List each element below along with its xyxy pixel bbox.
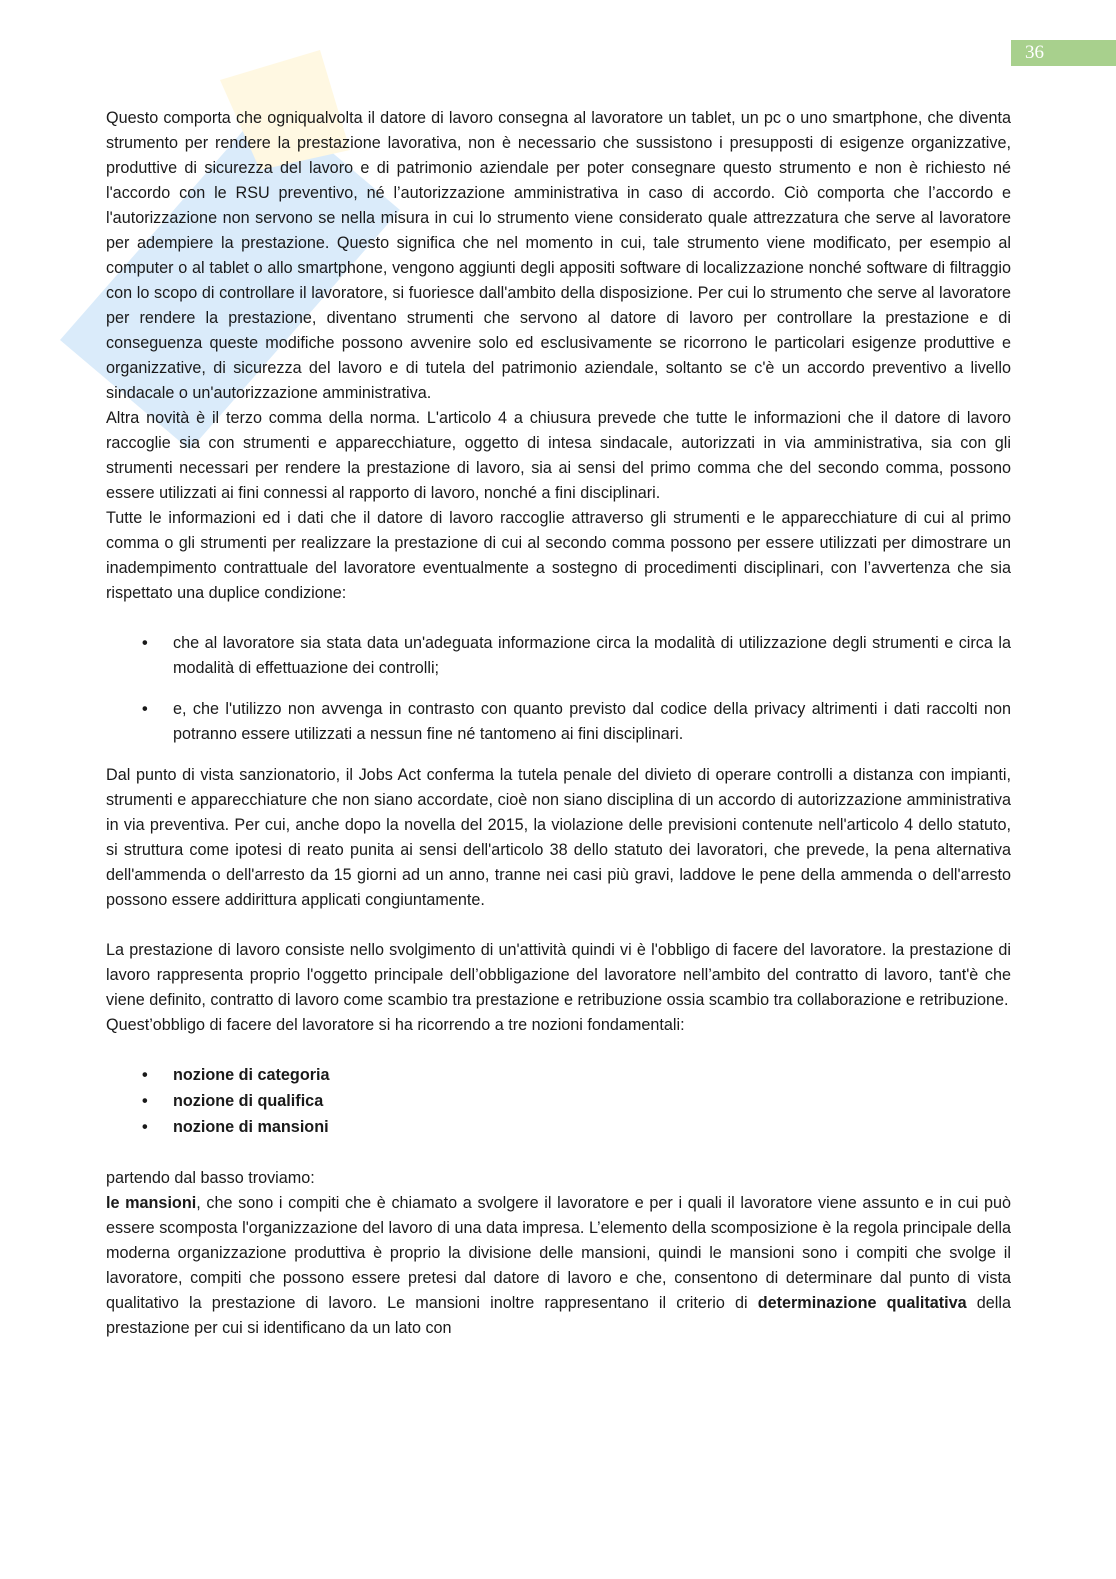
term-mansioni: le mansioni: [106, 1194, 197, 1212]
conditions-list: [106, 631, 1011, 747]
page-number: 36: [1011, 40, 1116, 66]
paragraph-terzo-comma: Altra novità è il terzo comma della norma. L'articolo 4 a chiusura prevede che tutte le informazioni che il datore di lavoro raccoglie sia con strumenti e apparecchiature, oggetto di intesa sindacale, autorizzati in via amministrativa, sia con gli strumenti necessari per rendere la prestazione di lavoro, sia ai sensi del primo comma che del secondo comma, possono essere utilizzati ai fini connessi al rapporto di lavoro, nonché a fini disciplinari.: [106, 409, 1011, 502]
bullet-icon: •: [142, 700, 148, 718]
paragraph-mansioni: le mansioni, che sono i compiti che è chiamato a svolgere il lavoratore e per i quali il lavoratore viene assunto e in cui può essere scomposta l'organizzazione del lavoro di una data impresa. L’elemento della scomposizione è la regola principale della moderna organizzazione produttiva è proprio la divisione delle mansioni, quindi le mansioni sono i compiti che svolge il lavoratore, compiti che possono essere pretesi dal datore di lavoro e che, consentono di determinare dal punto di vista qualitativo la prestazione di lavoro. Le mansioni inoltre rappresentano il criterio di determinazione qualitativa della prestazione per cui si identificano da un lato con: [106, 1194, 1011, 1337]
term-determinazione-qualitativa: determinazione qualitativa: [757, 1294, 967, 1312]
list-item: • nozione di categoria: [106, 1063, 1011, 1088]
document-body: [106, 106, 1011, 1341]
paragraph-sanzioni: Dal punto di vista sanzionatorio, il Jobs Act conferma la tutela penale del divieto di operare controlli a distanza con impianti, strumenti e apparecchiature che non siano accordate, cioè non siano disciplina di un accordo di autorizzazione amministrativa in via preventiva. Per cui, anche dopo la novella del 2015, la violazione delle previsioni contenute nell'articolo 4 dello statuto, si struttura come ipotesi di reato punita ai sensi dell'articolo 38 dello statuto dei lavoratori, che prevede, la pena alternativa dell'ammenda o dell'arresto da 15 giorni ad un anno, tranne nei casi più gravi, laddove le pene della ammenda o dell'arresto possono essere addirittura applicati congiuntamente.: [106, 766, 1011, 909]
list-item: • e, che l'utilizzo non avvenga in contrasto con quanto previsto dal codice della privacy altrimenti i dati raccolti non potranno essere utilizzati a nessun fine né tantomeno ai fini disciplinari.: [106, 697, 1011, 747]
list-item: • che al lavoratore sia stata data un'adeguata informazione circa la modalità di utilizzazione degli strumenti e circa la modalità di effettuazione dei controlli;: [106, 631, 1011, 681]
bullet-icon: •: [142, 1092, 148, 1110]
bullet-icon: •: [142, 1118, 148, 1136]
bullet-icon: •: [142, 1066, 148, 1084]
list-item: • nozione di qualifica: [106, 1089, 1011, 1114]
paragraph-strumenti: Questo comporta che ogniqualvolta il datore di lavoro consegna al lavoratore un tablet, un pc o uno smartphone, che diventa strumento per rendere la prestazione lavorativa, non è necessario che sussistono i presupposti di esigenze organizzative, produttive di sicurezza del lavoro e di patrimonio aziendale per poter consegnare questo strumento e non è richiesto né l'accordo con le RSU preventivo, né l’autorizzazione amministrativa in caso di accordo. Ciò comporta che l’accordo e l'autorizzazione non servono se nella misura in cui lo strumento viene considerato quale attrezzatura che serve al lavoratore per adempiere la prestazione. Questo significa che nel momento in cui, tale strumento viene modificato, per esempio al computer o al tablet o allo smartphone, vengono aggiunti degli appositi software di localizzazione nonché software di filtraggio con lo scopo di controllare il lavoratore, si fuoriesce dall'ambito della disposizione. Per cui lo strumento che serve al lavoratore per rendere la prestazione, diventano strumenti che servono al datore di lavoro per controllare la prestazione e di conseguenza queste modifiche possono avvenire solo ed esclusivamente se ricorrono le particolari esigenze produttive e organizzative, di sicurezza del lavoro e di tutela del patrimonio aziendale, soltanto se c'è un accordo preventivo a livello sindacale o un'autorizzazione amministrativa.: [106, 109, 1011, 402]
paragraph-prestazione: La prestazione di lavoro consiste nello svolgimento di un'attività quindi vi è l'obbligo di facere del lavoratore. la prestazione di lavoro rappresenta proprio l'oggetto principale dell’obbligazione del lavoratore nell’ambito del contratto di lavoro, tant'è che viene definito, contratto di lavoro come scambio tra prestazione e retribuzione ossia scambio tra collaborazione e retribuzione.: [106, 941, 1011, 1009]
paragraph-nozioni-intro: Quest’obbligo di facere del lavoratore si ha ricorrendo a tre nozioni fondamentali:: [106, 1016, 685, 1034]
bullet-icon: •: [142, 634, 148, 652]
paragraph-duplice-condizione: Tutte le informazioni ed i dati che il datore di lavoro raccoglie attraverso gli strumenti e le apparecchiature di cui al primo comma o gli strumenti per realizzare la prestazione di cui al secondo comma possono per essere utilizzati per dimostrare un inadempimento contrattuale del lavoratore eventualmente a sostegno di procedimenti disciplinari, con l’avvertenza che sia rispettato una duplice condizione:: [106, 509, 1011, 602]
nozioni-list: [106, 1063, 1011, 1140]
paragraph-partendo-dal-basso: partendo dal basso troviamo:: [106, 1169, 315, 1187]
list-item: • nozione di mansioni: [106, 1115, 1011, 1140]
